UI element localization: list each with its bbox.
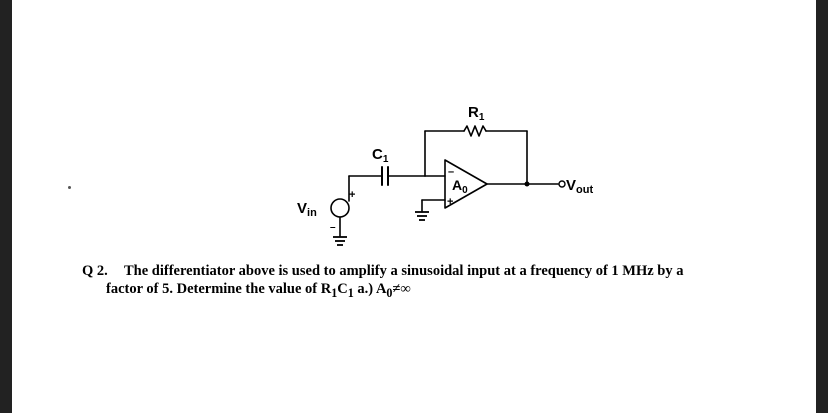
vin-plus-sign: + <box>349 189 356 201</box>
question-condition: ≠∞ <box>392 281 411 297</box>
c1-label: $C_1$ <box>372 146 389 165</box>
ground-icon-source <box>333 237 347 245</box>
vin-minus-sign: – <box>330 222 336 233</box>
amp-gain-label: $A_0$ <box>452 177 468 196</box>
amp-plus-sign: + <box>447 196 454 208</box>
question-text <box>82 262 762 302</box>
vout-terminal <box>559 181 565 187</box>
question-line-2: factor of 5. Determine the value of $R_1C_1$ a.) $A_0\ne\infty$ <box>106 281 411 300</box>
r1-zigzag <box>464 126 486 136</box>
vin-label: $V_{in}$ <box>297 200 317 219</box>
amp-minus-sign: – <box>448 166 455 178</box>
question-line-1 <box>82 262 762 280</box>
r1-label: $R_1$ <box>468 104 485 123</box>
vin-source-circle <box>331 199 349 217</box>
output-node-dot <box>525 182 530 187</box>
ground-icon-amp <box>415 212 429 220</box>
question-line2-prefix: factor of 5. Determine the value of R <box>106 281 332 297</box>
question-number: Q 2. <box>82 263 108 279</box>
question-part-a: a.) A <box>357 281 387 297</box>
question-line1-text: The differentiator above is used to amplify a sinusoidal input at a frequency of 1 MHz by a <box>124 263 684 279</box>
vout-label: $V_{out}$ <box>566 177 594 196</box>
